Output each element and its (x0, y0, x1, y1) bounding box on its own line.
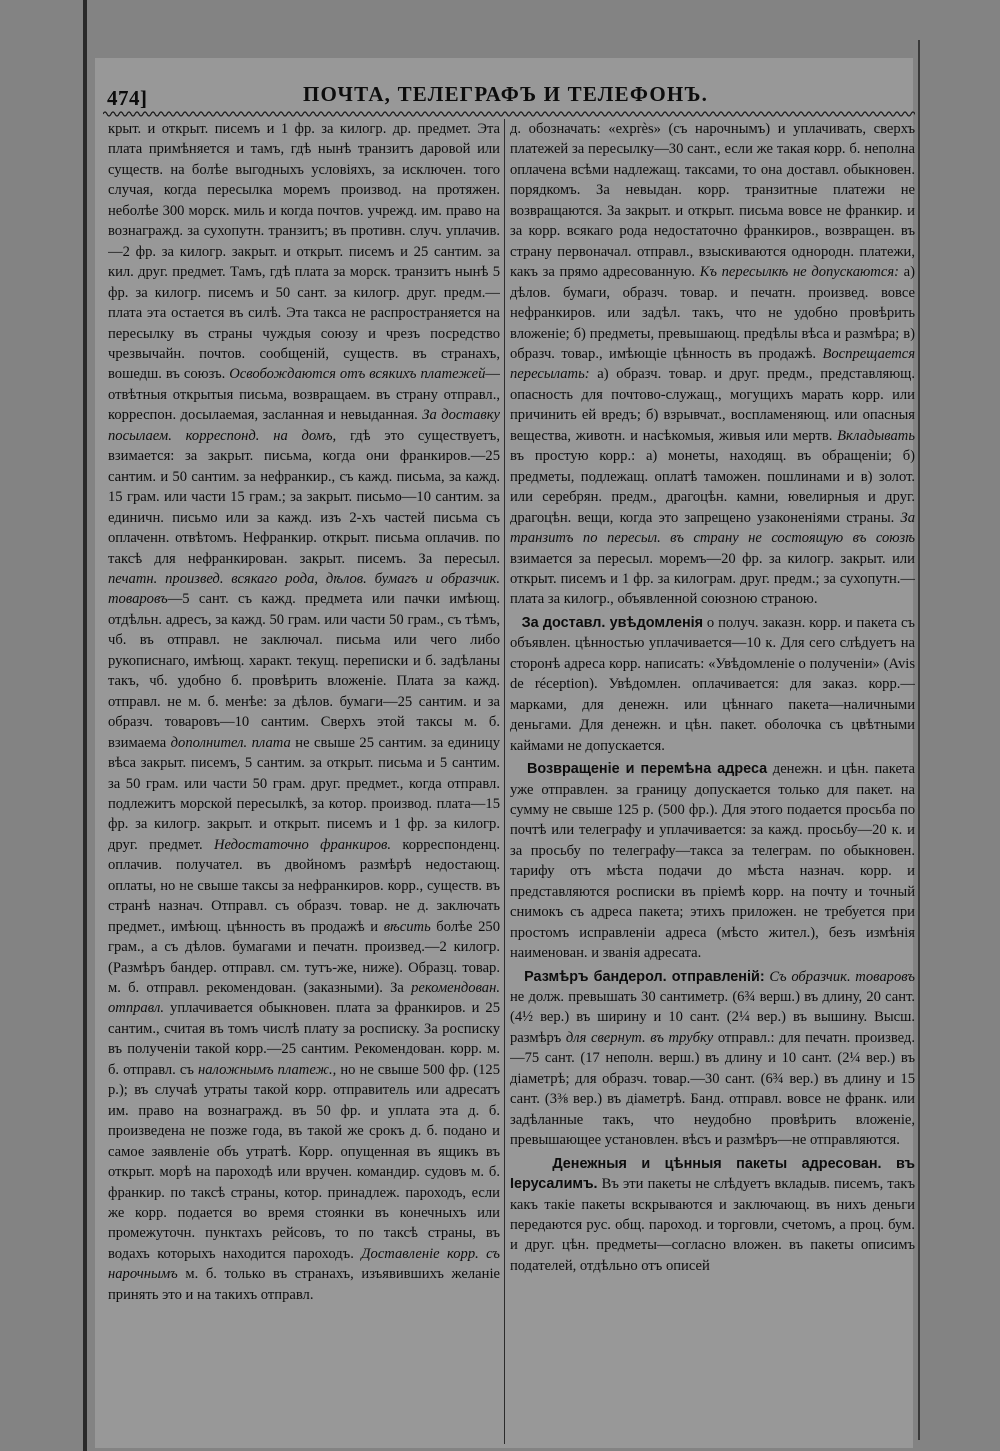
section-delivery-notice: За доставл. увѣдомленія о получ. заказн. корр. и пакета съ объявлен. цѣнностью уплачивается—10 к. Для сего слѣдуетъ на сторонѣ адреса корр. написать: «Увѣдомленіе о полученіи» (Avis de réception). Увѣдомлен. оплачивается: для заказ. корр.—марками, для денежн. или цѣннаго пакета—наличными деньгами. Для денежн. и цѣн. пакет. оболочка съ цвѣтными каймами не допускается. (510, 614, 915, 754)
section-heading: За доставл. увѣдомленія (521, 614, 704, 631)
left-column (108, 119, 500, 1444)
section-jerusalem-parcels: Денежныя и цѣнныя пакеты адресован. въ Іерусалимъ. Въ эти пакеты не слѣдуетъ вкладыв. писемъ, такъ какъ такіе пакеты вскрываются и заключающ. въ нихъ деньги передаются рус. общ. пароход. и торговли, счетомъ, а проц. бум. и друг. цѣн. предметы—согласно вложен. въ пакеты описимъ подателей, отдѣльно отъ описей (510, 1155, 915, 1274)
section-heading: Денежныя и цѣнныя пакеты адресован. въ Іерусалимъ. (510, 1155, 915, 1193)
left-paragraph: крыт. и открыт. писемъ и 1 фр. за килогр. др. предмет. Эта плата примѣняется и тамъ, гдѣ нынѣ транзитъ даровой или существ. на болѣе выгодныхъ условіяхъ, за исключен. того случая, когда пересылка моремъ производ. на протяжен. неболѣе 300 морск. миль и когда почтов. учрежд. им. право на вознагражд. за сухопутн. транзитъ; въ противн. случ. уплачив.—2 фр. за килогр. закрыт. и открыт. писемъ и 25 сантим. за кил. друг. предмет. Тамъ, гдѣ плата за морск. транзитъ нынѣ 5 фр. за килогр. писемъ и 50 сант. за килогр. друг. предм.—плата эта остается въ силѣ. Эта такса не распространяется на пересылку въ страны чуждыя союзу и чрезъ посредство чрезвычайн. почтов. сообщеній, существ. въ странахъ, вошедш. въ союзъ. Освобождаются отъ всякихъ платежей—отвѣтныя открытыя письма, возвращаем. въ страну отправл., корреспон. досылаемая, засланная и невыданная. За доставку посылаем. корреспонд. на домъ, гдѣ это существуетъ, взимается: за закрыт. письма, когда они франкиров.—25 сантим. и 50 сантим. за нефранкир., съ кажд. письма, за кажд. 15 грам. или части 15 грам.; за закрыт. письмо—10 сантим. за единичн. письмо или за кажд. изъ 2-хъ частей письма съ оплаченн. отвѣтомъ. Нефранкир. открыт. письма оплачив. по таксѣ для нефранкирован. закрыт. писемъ. За пересыл. печатн. произвед. всякаго рода, дѣлов. бумагъ и образчик. товаровъ—5 сант. съ кажд. предмета или пачки имѣющ. отдѣльн. адресъ, за кажд. 50 грам. или части 50 грам., съ тѣмъ, чб. въ отправл. не заключал. письма или чего либо рукописнаго, имѣющ. характ. текущ. переписки и б. задѣланы такъ, чб. удобно б. провѣрить вложеніе. Плата за кажд. отправл. не м. б. менѣе: за дѣлов. бумаги—25 сантим. и за образч. товаровъ—10 сантим. Сверхъ этой таксы м. б. взимаема дополнител. плата не свыше 25 сантим. за единицу вѣса закрыт. писемъ, 5 сантим. за открыт. письма и 5 сантим. за 50 грам. или части 50 грам. друг. предмет., когда отправл. подлежитъ морской пересылкѣ, за котор. производ. плата—15 фр. за килогр. закрыт. и открыт. писемъ и 1 фр. за килогр. друг. предмет. Недостаточно франкиров. корреспонденц. оплачив. получател. въ двойномъ размѣрѣ недостающ. оплаты, но не свыше таксы за нефранкиров. корр., существ. въ странѣ назнач. Отправл. съ образч. товар. не д. заключать предмет., имѣющ. цѣнность въ продажѣ и вѣсить болѣе 250 грам., а съ дѣлов. бумагами и печатн. произвед.—2 килогр. (Размѣръ бандер. отправл. см. тутъ-же, ниже). Образц. товар. м. б. отправл. рекомендован. (заказными). За рекомендован. отправл. уплачивается обыкновен. плата за франкиров. и 25 сантим., считая въ томъ числѣ плату за росписку. За росписку въ полученіи такой корр.—25 сантим. Рекомендован. корр. м. б. отправл. съ наложнымъ платеж., но не свыше 500 фр. (125 р.); въ случаѣ утраты такой корр. отправитель или адресатъ им. право на вознагражд. въ 50 фр. и уплата эта д. б. произведена не позже года, въ такой же срокъ д. б. подано и самое заявленіе объ утратѣ. Корр. опущенная въ ящикъ въ открыт. морѣ на пароходѣ или вручен. командир. судовъ м. б. франкир. по таксѣ страны, котор. принадлеж. пароходъ, если же корр. подается во время стоянки въ конечныхъ или промежуточн. пунктахъ рейсовъ, то по таксѣ страны, въ водахъ которыхъ находится пароходъ. Доставленіе корр. съ нарочнымъ м. б. только въ странахъ, изъявившихъ желаніе принять это и на такихъ отправл. (108, 121, 500, 1303)
running-title: ПОЧТА, ТЕЛЕГРАФЪ И ТЕЛЕФОНЪ. (303, 82, 709, 106)
section-return-address: Возвращеніе и перемѣна адреса денежн. и цѣн. пакета уже отправлен. за границу допускается только для пакет. на сумму не свыше 125 р. (500 фр.). Для этого подается просьба по почтѣ или телеграфу и уплачивается: за кажд. просьбу—20 к. и за просьбу по телеграфу—такса за телеграм. по обыкновен. тарифу отъ мѣста подачи до мѣста назнач. корр. и представляются росписки въ пріемѣ корр. на почту и точный снимокъ съ адреса пакета; этихъ приложен. не требуется при простомъ исправленіи адреса (мѣсто жител.), безъ измѣнія наименован. и званія адресата. (510, 761, 915, 962)
page-left-edge (83, 0, 87, 1451)
right-paragraph-1: д. обозначать: «exprès» (съ нарочнымъ) и уплачивать, сверхъ платежей за пересылку—30 сант., если же такая корр. б. неполна оплачена всѣми надлежащ. таксами, то она доставл. обыкновен. порядкомъ. За невыдан. корр. транзитные платежи не возвращаются. За закрыт. и открыт. письма вовсе не франкир. и за корр. всякаго рода недостаточно франкиров., возвращен. въ страну первоначал. отправл., взыскиваются однородн. платежи, какъ за прямо адресованную. Къ пересылкѣ не допускаются: а) дѣлов. бумаги, образч. товар. и печатн. произвед. вовсе нефранкиров. или задѣл. такъ, что не удобно провѣрить вложеніе; б) предметы, превышающ. предѣлы вѣса и размѣра; в) образч. товар., имѣющіе цѣнность въ продажѣ. Воспрещается пересылать: а) образч. товар. и друг. предм., представляющ. опасность для почтово-служащ., могущихъ марать корр. или причинить ей вредъ; б) взрывчат., воспламеняющ. или опасныя вещества, животн. и насѣкомыя, живыя или мертв. Вкладывать въ простую корр.: а) монеты, находящ. въ обращеніи; б) предметы, подлежащ. оплатѣ таможен. пошлинами и в) золот. или серебрян. предм., драгоцѣн. камни, ювелирныя и друг. драгоцѣн. вещи, когда это запрещено узаконеніями страны. За транзитъ по пересыл. въ страну не состоящую въ союзѣ взимается за пересыл. моремъ—20 фр. за килогр. закрыт. или открыт. писемъ и 1 фр. за килограм. друг. предм.; за сухопутн.—плата за килогр., объявленной союзною страною. (510, 121, 915, 608)
page-right-edge (918, 40, 920, 1440)
page-header (95, 76, 913, 110)
right-column (510, 119, 915, 1444)
section-heading: Размѣръ бандерол. отправленій: (524, 968, 765, 985)
header-wavy-rule (103, 110, 915, 118)
section-heading: Возвращеніе и перемѣна адреса (526, 761, 768, 778)
page-number: 474] (107, 86, 148, 110)
column-divider (504, 119, 505, 1444)
section-parcel-size: Размѣръ бандерол. отправленій: Съ образчик. товаровъ не долж. превышать 30 сантиметр. (6¾ верш.) въ длину, 20 сант. (4½ вер.) въ ширину и 10 сант. (2¼ вер.) въ вышину. Высш. размѣръ для свернут. въ трубку отправл.: для печатн. произвед.—75 сант. (17 неполн. верш.) въ длину и 10 сант. (2¼ вер.) въ діаметрѣ; для образч. товар.—30 сант. (6¾ вер.) въ длину и 15 сант. (3⅜ вер.) въ діаметрѣ. Банд. отправл. вовсе не франк. или задѣланные такъ, что неудобно провѣрить вложеніе, превышающее установлен. вѣсъ и размѣръ—не отправляются. (510, 968, 915, 1149)
